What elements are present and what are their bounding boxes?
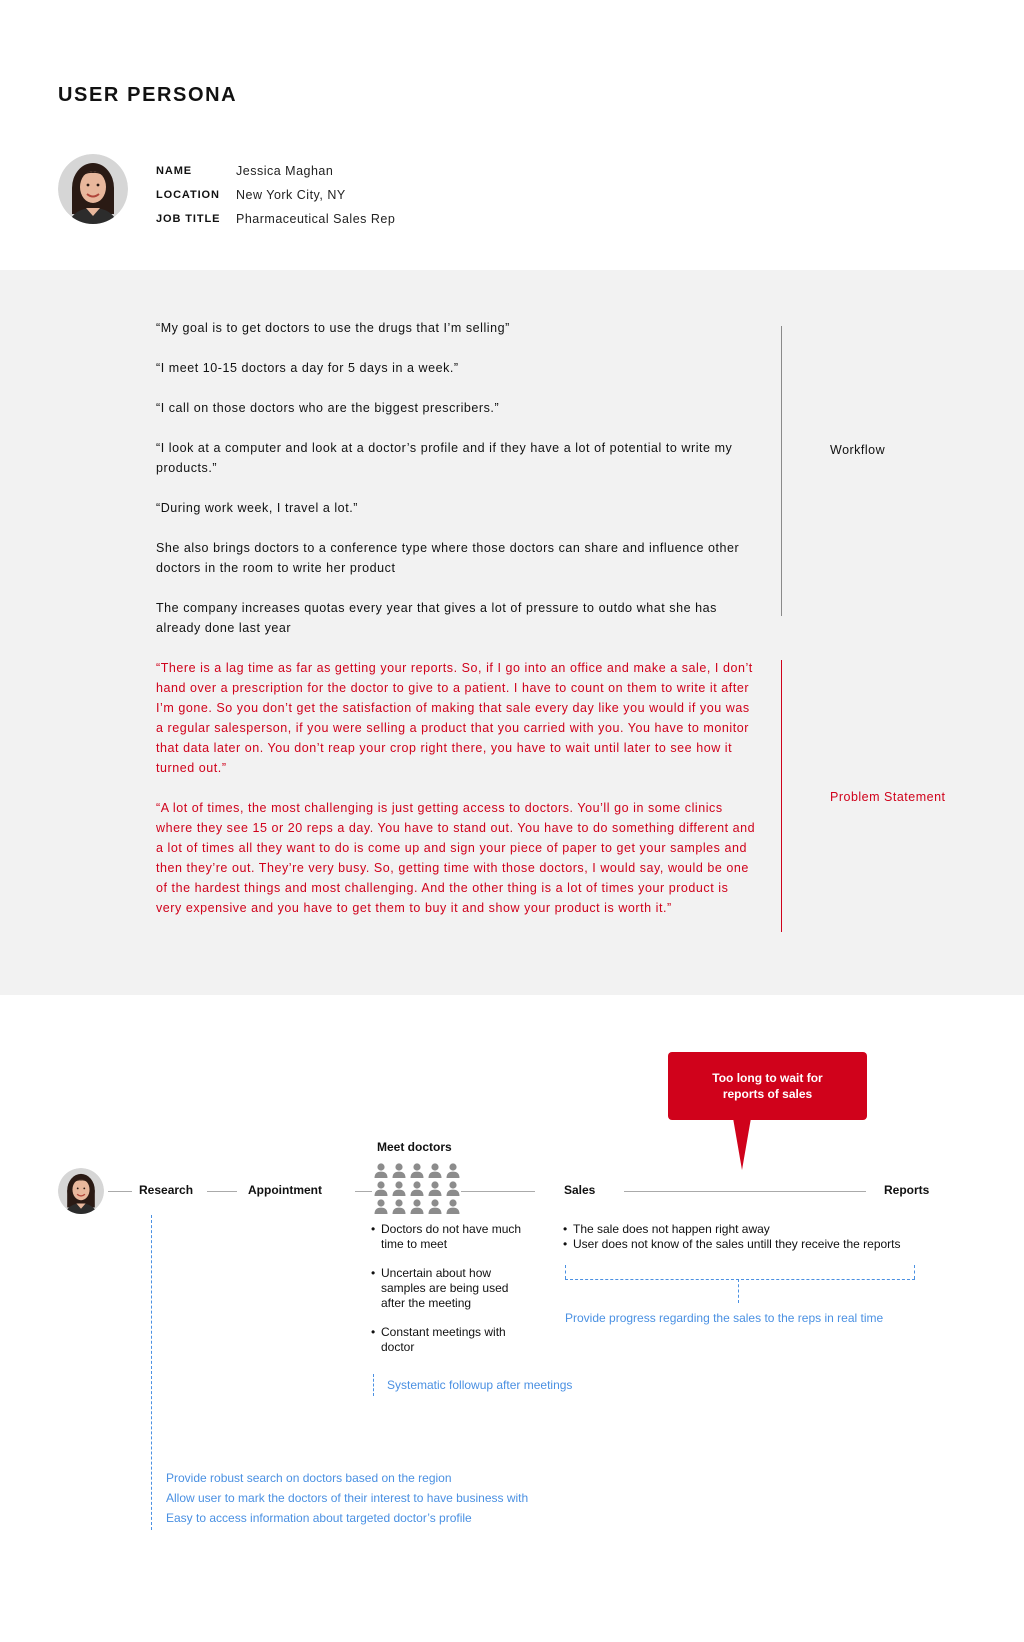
- persona-photo: [58, 154, 128, 224]
- callout-line-1: Too long to wait for: [712, 1071, 823, 1085]
- doctor-icon: [410, 1163, 428, 1178]
- workflow-quote: The company increases quotas every year that gives a lot of pressure to outdo what she has already done last year: [156, 601, 717, 635]
- journey-connector: [108, 1191, 132, 1192]
- stage-sales: Sales: [564, 1183, 596, 1197]
- research-solution-line: [151, 1215, 152, 1530]
- workflow-bracket-line: [781, 326, 782, 616]
- doctor-icon: [374, 1163, 392, 1178]
- doctor-icon: [428, 1199, 446, 1214]
- pain-point-callout: [668, 1052, 867, 1120]
- location-value: New York City, NY: [236, 188, 346, 202]
- pain-point: • The sale does not happen right away: [563, 1222, 943, 1237]
- location-label: LOCATION: [156, 189, 220, 201]
- research-solution: Provide robust search on doctors based on the region: [166, 1471, 452, 1485]
- workflow-quote: “I meet 10-15 doctors a day for 5 days in a week.”: [156, 361, 459, 375]
- stage-reports: Reports: [884, 1183, 930, 1197]
- sales-bracket-bottom: [565, 1279, 915, 1280]
- problem-statement-label: Problem Statement: [830, 790, 946, 804]
- problem-bracket-line: [781, 660, 782, 932]
- doctor-icon: [374, 1181, 392, 1196]
- meet-doctors-pain-points: [371, 1222, 531, 1355]
- journey-connector: [207, 1191, 237, 1192]
- problem-quote: “A lot of times, the most challenging is just getting access to doctors. You’ll go in some clinics where they see 15 or 20 reps a day. You have to stand out. You have to do something different and a lot of times all they want to do is come up and sign your piece of paper to get your samples and then they’re out. They’re very busy. So, getting time with those doctors, I would say, would be one of the hardest things and most challenging. And the other thing is a lot of times your product is very expensive and you have to get them to buy it and show your product is worth it.”: [156, 801, 756, 915]
- persona-info: [156, 159, 395, 231]
- meet-solution: Systematic followup after meetings: [387, 1378, 573, 1392]
- sales-bracket-left: [565, 1265, 566, 1279]
- workflow-quote: “I look at a computer and look at a doctor’s profile and if they have a lot of potential to write my products.”: [156, 441, 733, 475]
- workflow-quote: She also brings doctors to a conference type where those doctors can share and influence other doctors in the room to write her product: [156, 541, 740, 575]
- workflow-label: Workflow: [830, 443, 886, 457]
- job-title-label: JOB TITLE: [156, 213, 221, 225]
- pain-point: • Constant meetings with doctor: [371, 1325, 531, 1355]
- research-solution: Easy to access information about targeted doctor’s profile: [166, 1511, 472, 1525]
- sales-bracket-stem: [738, 1279, 739, 1303]
- name-value: Jessica Maghan: [236, 164, 334, 178]
- callout-pointer: [733, 1118, 751, 1170]
- name-row: [156, 159, 395, 183]
- doctor-icon: [392, 1181, 410, 1196]
- workflow-quote: “My goal is to get doctors to use the drugs that I’m selling”: [156, 321, 510, 335]
- doctor-icon: [446, 1199, 464, 1214]
- workflow-quote: “I call on those doctors who are the biggest prescribers.”: [156, 401, 500, 415]
- doctor-icon: [410, 1181, 428, 1196]
- doctor-icon: [428, 1163, 446, 1178]
- journey-avatar: [58, 1168, 104, 1214]
- sales-pain-points: [563, 1222, 943, 1252]
- doctors-group: [374, 1163, 466, 1214]
- workflow-quote: “During work week, I travel a lot.”: [156, 501, 358, 515]
- job-title-row: [156, 207, 395, 231]
- pain-point: • Doctors do not have much time to meet: [371, 1222, 531, 1252]
- sales-solution: Provide progress regarding the sales to the reps in real time: [565, 1311, 884, 1325]
- name-label: NAME: [156, 165, 192, 177]
- doctor-icon: [392, 1199, 410, 1214]
- location-row: [156, 183, 395, 207]
- stage-appointment: Appointment: [248, 1183, 322, 1197]
- job-title-value: Pharmaceutical Sales Rep: [236, 212, 396, 226]
- problem-quote: “There is a lag time as far as getting your reports. So, if I go into an office and make a sale, I don’t hand over a prescription for the doctor to give to a patient. I have to count on them to write it after I’m gone. So you don’t get the satisfaction of making that sale every day like you would if you was a regular salesperson, if you were selling a product that you carried with you. You have to monitor that data later on. You don’t reap your crop right there, you have to wait until later to see how it turned out.”: [156, 661, 753, 775]
- doctor-icon: [446, 1163, 464, 1178]
- persona-avatar: [58, 154, 128, 224]
- callout-line-2: reports of sales: [722, 1087, 813, 1101]
- journey-persona-photo: [58, 1168, 104, 1214]
- meet-solution-marker: [373, 1374, 374, 1396]
- doctor-icon: [374, 1199, 392, 1214]
- sales-bracket-right: [914, 1265, 915, 1279]
- journey-connector: [461, 1191, 535, 1192]
- stage-meet-doctors: Meet doctors: [377, 1140, 452, 1154]
- research-solution: Allow user to mark the doctors of their interest to have business with: [166, 1491, 529, 1505]
- pain-point: • User does not know of the sales untill they receive the reports: [563, 1237, 943, 1252]
- journey-connector: [355, 1191, 372, 1192]
- journey-connector: [624, 1191, 866, 1192]
- page-title: USER PERSONA: [58, 84, 238, 106]
- doctor-icon: [410, 1199, 428, 1214]
- doctor-icon: [446, 1181, 464, 1196]
- doctor-icon: [428, 1181, 446, 1196]
- pain-point: • Uncertain about how samples are being used after the meeting: [371, 1266, 531, 1311]
- doctor-icon: [392, 1163, 410, 1178]
- stage-research: Research: [139, 1183, 194, 1197]
